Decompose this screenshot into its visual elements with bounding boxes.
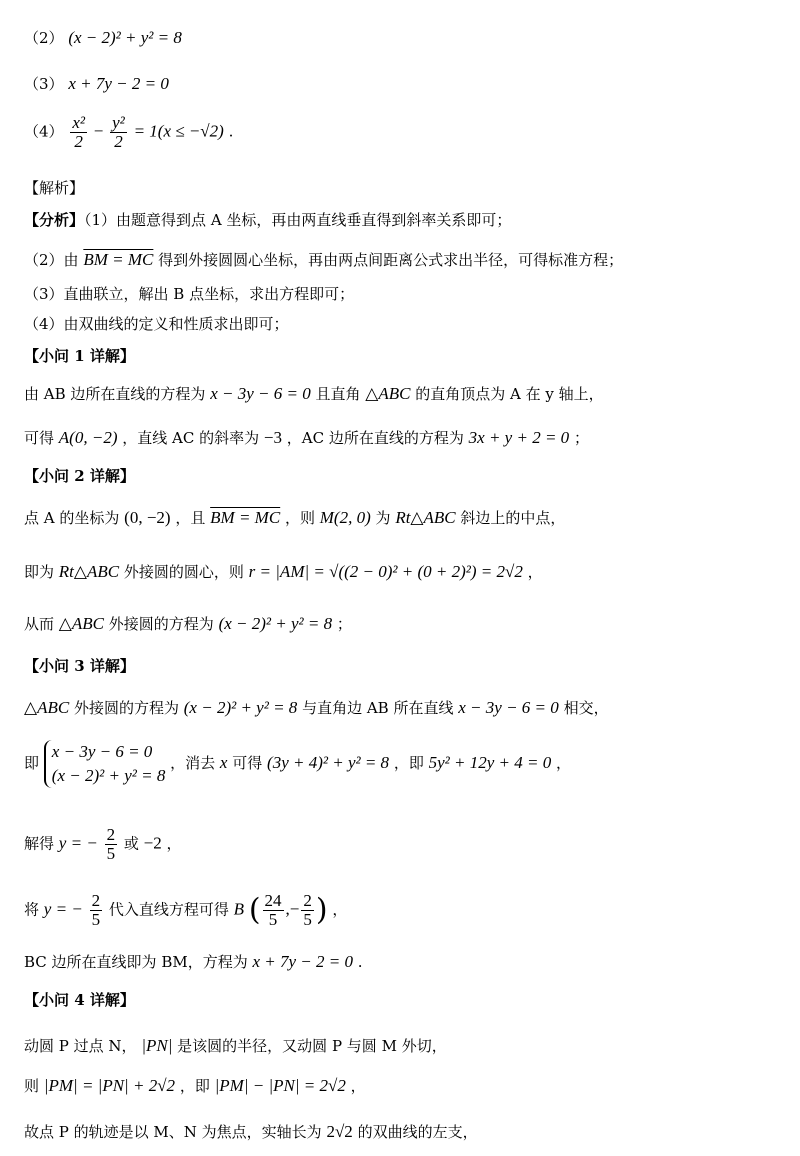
text: 外接圆的方程为 — [108, 615, 214, 633]
text: 点 A 的坐标为 — [24, 509, 120, 527]
equation: 3x + y + 2 = 0 — [468, 428, 570, 447]
vector-equation: BM = MC — [210, 508, 281, 527]
text: 的双曲线的左支， — [357, 1123, 478, 1141]
q3-line-5 — [24, 952, 363, 972]
text: 解得 — [24, 834, 55, 853]
text: 与直角边 AB 所在直线 — [302, 699, 454, 717]
q2-line-3 — [24, 614, 352, 634]
text: ，且 — [175, 509, 206, 527]
answer-label: （3） — [24, 75, 64, 93]
denominator: 2 — [114, 132, 123, 151]
answer-label: （4） — [24, 122, 64, 141]
denominator: 5 — [106, 844, 116, 863]
punctuation: ； — [336, 615, 352, 633]
triangle: △ABC — [365, 384, 411, 403]
equation: (x − 2)² + y² = 8 — [68, 28, 182, 47]
triangle: △ABC — [58, 614, 104, 633]
text: ，直线 AC 的斜率为 — [122, 429, 260, 447]
text: 相交， — [563, 699, 609, 717]
point-name: B — [233, 899, 245, 919]
q2-line-2 — [24, 562, 543, 582]
q2-line-1 — [24, 508, 565, 528]
q3-header: 【小问 3 详解】 — [24, 657, 135, 675]
text: 外接圆的圆心，则 — [123, 563, 244, 581]
punctuation: ， — [556, 754, 572, 772]
equation: x − 3y − 6 = 0 — [458, 698, 559, 717]
left-paren: ( — [248, 892, 261, 928]
punctuation: ， — [350, 1077, 366, 1095]
text: 可得 — [232, 754, 263, 772]
value: −2 — [143, 833, 162, 853]
analysis-text: （2）由 — [24, 251, 79, 269]
punctuation: . — [228, 122, 234, 141]
text: 将 — [24, 900, 40, 919]
text: 外接圆的方程为 — [73, 699, 179, 717]
equation: (x − 2)² + y² = 8 — [218, 614, 333, 633]
equation: |PM| − |PN| = 2√2 — [214, 1076, 346, 1095]
punctuation: ； — [573, 429, 589, 447]
text: 的直角顶点为 A 在 y 轴上， — [415, 385, 604, 403]
text: ，消去 — [170, 754, 216, 772]
answer-2 — [24, 28, 182, 48]
equation: 5y² + 12y + 4 = 0 — [428, 753, 552, 772]
q4-line-3 — [24, 1122, 478, 1142]
q1-line-1 — [24, 384, 604, 404]
text: 代入直线方程可得 — [108, 900, 229, 919]
analysis-line-2 — [24, 250, 623, 270]
equation: x − 3y − 6 = 0 — [210, 384, 311, 403]
point: A(0, −2) — [58, 428, 118, 447]
fraction — [301, 892, 314, 929]
section-tag: 【分析】 — [24, 211, 85, 229]
text: ，即 — [179, 1077, 210, 1095]
fraction — [110, 114, 127, 151]
answer-4 — [24, 114, 233, 151]
analysis-text: （1）由题意得到点 A 坐标，再由两直线垂直得到斜率关系即可； — [84, 211, 512, 229]
equation: |PM| = |PN| + 2√2 — [43, 1076, 176, 1095]
analysis-text: 得到外接圆圆心坐标，再由两点间距离公式求出半径，可得标准方程； — [158, 251, 624, 269]
numerator: x² — [72, 113, 85, 132]
q3-line-2 — [24, 740, 571, 788]
q3-line-1 — [24, 698, 609, 718]
analysis-header: 【解析】 — [24, 179, 85, 197]
comma-minus: ,− — [285, 899, 300, 919]
fraction — [70, 114, 87, 151]
radius-equation: r = |AM| = √((2 − 0)² + (0 + 2)²) = 2√2 — [248, 562, 523, 581]
triangle: Rt△ABC — [395, 508, 456, 527]
equation-system — [44, 740, 166, 788]
text: ，即 — [393, 754, 424, 772]
text: 可得 — [24, 429, 55, 447]
abs-value: |PN| — [141, 1036, 173, 1055]
equation: x + 7y − 2 = 0 — [68, 74, 169, 93]
point: (0, −2) — [124, 508, 171, 527]
numerator: y² — [112, 113, 125, 132]
triangle: △ABC — [24, 698, 70, 717]
equation: (3y + 4)² + y² = 8 — [267, 753, 390, 772]
text: 故点 P 的轨迹是以 M、N 为焦点，实轴长为 — [24, 1123, 322, 1141]
numerator: 24 — [264, 891, 282, 910]
answer-3 — [24, 74, 169, 94]
q1-line-2 — [24, 428, 589, 448]
text: BC 边所在直线即为 BM，方程为 — [24, 953, 248, 971]
point: M(2, 0) — [319, 508, 371, 527]
analysis-line-3: （3）直曲联立，解出 B 点坐标，求出方程即可； — [24, 285, 355, 303]
numerator: 2 — [303, 891, 312, 910]
fraction — [105, 826, 118, 863]
punctuation: ， — [166, 834, 182, 853]
minus-sign: − — [93, 121, 104, 141]
q4-line-1 — [24, 1036, 447, 1056]
right-paren: ) — [315, 892, 328, 928]
q2-header: 【小问 2 详解】 — [24, 467, 135, 485]
text: 动圆 P 过点 N， — [24, 1037, 137, 1055]
text: 即为 — [24, 563, 55, 581]
analysis-line-1 — [24, 210, 511, 230]
answer-label: （2） — [24, 29, 64, 47]
punctuation: ， — [332, 900, 348, 919]
variable: x — [219, 753, 228, 772]
system-equation-2: (x − 2)² + y² = 8 — [51, 766, 166, 785]
vector-equation: BM = MC — [83, 250, 154, 269]
denominator: 2 — [74, 132, 83, 151]
system-equation-1: x − 3y − 6 = 0 — [51, 742, 153, 761]
text: 从而 — [24, 615, 55, 633]
punctuation: . — [357, 953, 363, 971]
numerator: 2 — [106, 825, 116, 844]
text: 为 — [375, 509, 391, 527]
text: 由 AB 边所在直线的方程为 — [24, 385, 206, 403]
equation: y = − — [58, 833, 98, 853]
text: 即 — [24, 754, 40, 772]
analysis-line-4: （4）由双曲线的定义和性质求出即可； — [24, 315, 289, 333]
text: ，则 — [284, 509, 315, 527]
triangle: Rt△ABC — [58, 562, 120, 581]
text: 则 — [24, 1077, 40, 1095]
text: 斜边上的中点， — [460, 509, 566, 527]
text: ，AC 边所在直线的方程为 — [286, 429, 464, 447]
denominator: 5 — [303, 910, 312, 929]
q1-header: 【小问 1 详解】 — [24, 347, 135, 365]
equation: (x − 2)² + y² = 8 — [183, 698, 298, 717]
equation: = 1(x ≤ −√2) — [133, 121, 224, 141]
numerator: 2 — [91, 891, 101, 910]
text: 且直角 — [315, 385, 361, 403]
text: 是该圆的半径，又动圆 P 与圆 M 外切， — [177, 1037, 447, 1055]
slope: −3 — [263, 428, 282, 447]
denominator: 5 — [268, 910, 278, 929]
q4-line-2 — [24, 1076, 366, 1096]
fraction — [90, 892, 103, 929]
text: 或 — [123, 834, 139, 853]
equation: y = − — [43, 899, 83, 919]
q3-line-4 — [24, 892, 347, 929]
punctuation: ， — [527, 563, 543, 581]
denominator: 5 — [91, 910, 101, 929]
value: 2√2 — [326, 1122, 353, 1141]
fraction — [263, 892, 284, 929]
equation: x + 7y − 2 = 0 — [252, 952, 353, 971]
q4-header: 【小问 4 详解】 — [24, 991, 135, 1009]
q3-line-3 — [24, 826, 182, 863]
